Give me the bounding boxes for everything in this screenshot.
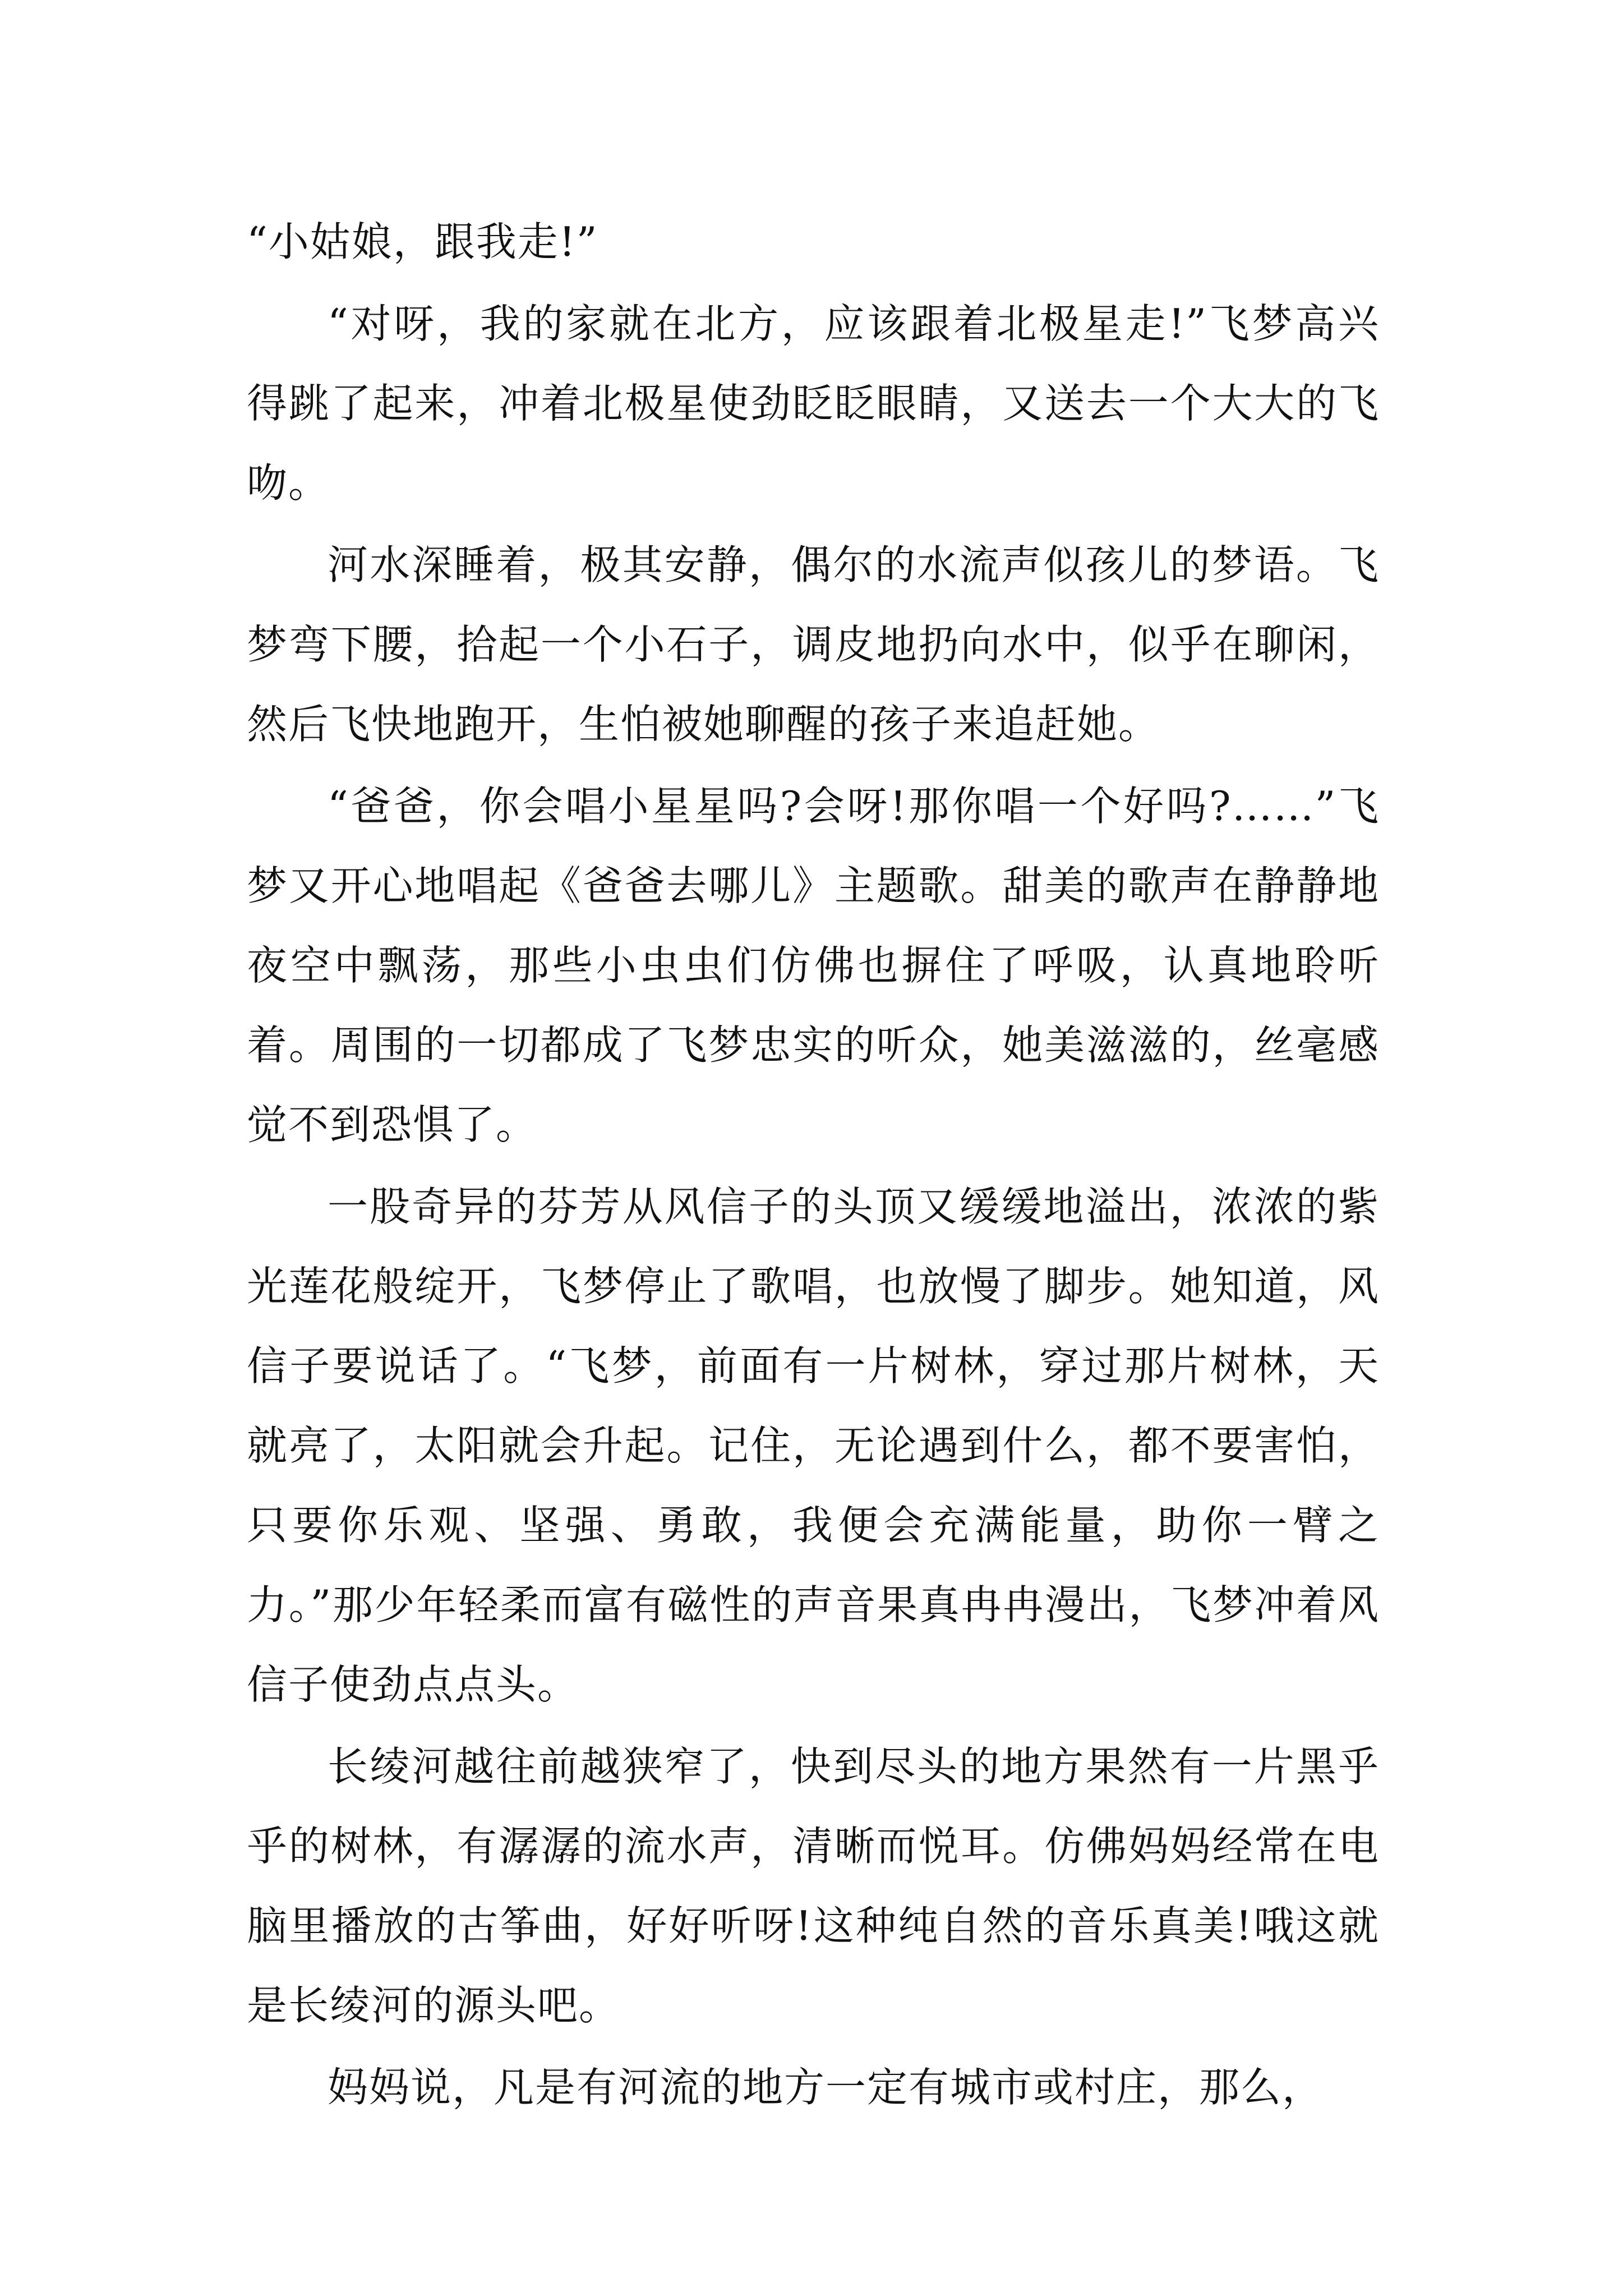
paragraph-7: 妈妈说，凡是有河流的地方一定有城市或村庄，那么， — [328, 2064, 1324, 2111]
paragraph-6: 长绫河越往前越狭窄了，快到尽头的地方果然有一片黑乎乎的树林，有潺潺的流水声，清晰而悦耳。仿佛妈妈经常在电脑里播放的古筝曲，好好听呀!这种纯自然的音乐真美!哦这就是长绫河的源头吧。 — [247, 1743, 1380, 2029]
paragraph-5: 一股奇异的芬芳从风信子的头顶又缓缓地溢出，浓浓的紫光莲花般绽开，飞梦停止了歌唱，也放慢了脚步。她知道，风信子要说话了。“飞梦，前面有一片树林，穿过那片树林，天就亮了，太阳就会升起。记住，无论遇到什么，都不要害怕，只要你乐观、坚强、勇敢，我便会充满能量，助你一臂之力。”那少年轻柔而富有磁性的声音果真冉冉漫出，飞梦冲着风信子使劲点点头。 — [247, 1183, 1380, 1708]
story-text — [247, 202, 1380, 2129]
paragraph-3: 河水深睡着，极其安静，偶尔的水流声似孩儿的梦语。飞梦弯下腰，拾起一个小石子，调皮地扔向水中，似乎在聊闲，然后飞快地跑开，生怕被她聊醒的孩子来追赶她。 — [247, 541, 1380, 748]
paragraph-1: “小姑娘，跟我走!” — [247, 218, 598, 265]
paragraph-4: “爸爸，你会唱小星星吗?会呀!那你唱一个好吗?……”飞梦又开心地唱起《爸爸去哪儿》主题歌。甜美的歌声在静静地夜空中飘荡，那些小虫虫们仿佛也摒住了呼吸，认真地聆听着。周围的一切都成了飞梦忠实的听众，她美滋滋的，丝毫感觉不到恐惧了。 — [247, 783, 1380, 1148]
paragraph-2: “对呀，我的家就在北方，应该跟着北极星走!”飞梦高兴得跳了起来，冲着北极星使劲眨眨眼睛，又送去一个大大的飞吻。 — [247, 300, 1380, 507]
